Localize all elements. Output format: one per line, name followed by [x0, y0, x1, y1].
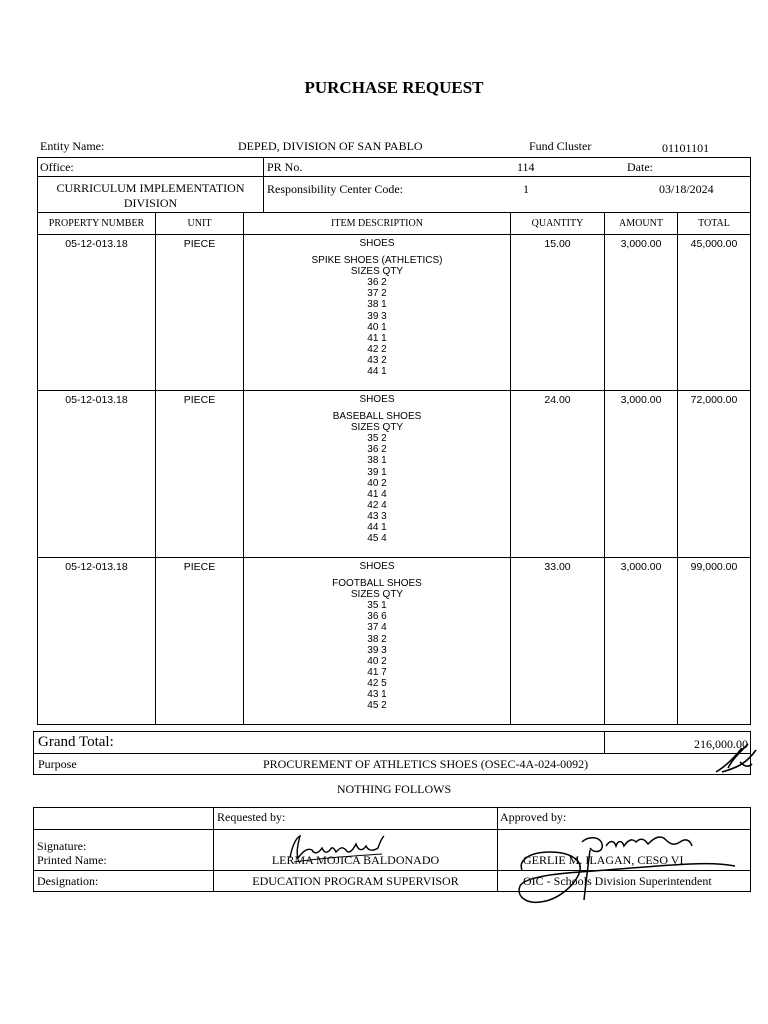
description: SHOES: [359, 394, 395, 405]
size-entry: 40 2: [367, 477, 387, 489]
size-entry: 35 2: [367, 433, 387, 445]
sig-left-border: [33, 807, 34, 892]
quantity: 33.00: [544, 561, 571, 573]
entity-name-value: DEPED, DIVISION OF SAN PABLO: [238, 139, 423, 153]
col-amount: AMOUNT: [619, 218, 663, 229]
entity-name-label: Entity Name:: [40, 139, 105, 153]
unit: PIECE: [183, 238, 216, 250]
size-entry: 41 1: [367, 332, 387, 344]
header-top-rule: [37, 157, 751, 158]
row-separator-2: [37, 557, 751, 558]
description-subtitle: FOOTBALL SHOES: [332, 578, 422, 590]
sizes-header: SIZES QTY: [350, 266, 404, 278]
size-entry: 38 1: [367, 299, 387, 311]
col-total: TOTAL: [698, 218, 730, 229]
size-entry: 38 2: [367, 633, 387, 645]
size-entry: 43 2: [367, 354, 387, 366]
office-value: CURRICULUM IMPLEMENTATION DIVISION: [56, 181, 245, 210]
size-entry: 41 4: [367, 488, 387, 500]
size-entry: 37 4: [367, 622, 387, 634]
table-right-border: [750, 157, 751, 725]
size-entry: 45 4: [367, 533, 387, 545]
purpose-bottom-rule: [33, 774, 751, 775]
amount: 3,000.00: [620, 238, 662, 250]
quantity: 24.00: [544, 394, 571, 406]
purpose-value: PROCUREMENT OF ATHLETICS SHOES (OSEC-4A-024-0092): [263, 757, 589, 771]
approver-signature-icon: [510, 830, 745, 910]
purpose-label: Purpose: [38, 757, 77, 771]
total: 45,000.00: [690, 238, 738, 250]
rcc-label: Responsibility Center Code:: [267, 182, 403, 196]
col-unit: UNIT: [187, 218, 212, 229]
total: 72,000.00: [690, 394, 738, 406]
header-divider: [263, 157, 264, 212]
size-entry: 43 3: [367, 510, 387, 522]
col-divider-3: [510, 212, 511, 725]
approved-designation: OIC - Schools Division Superintendent: [523, 874, 712, 888]
size-entry: 43 1: [367, 689, 387, 701]
sizes-header: SIZES QTY: [350, 422, 404, 434]
size-entry: 36 2: [367, 277, 387, 289]
requested-designation: EDUCATION PROGRAM SUPERVISOR: [252, 874, 459, 888]
header-mid-rule: [37, 176, 751, 177]
date-label: Date:: [627, 160, 653, 174]
col-divider-4: [604, 212, 605, 725]
size-entry: 39 3: [367, 644, 387, 656]
size-entry: 36 6: [367, 611, 387, 623]
requested-by-label: Requested by:: [217, 810, 286, 824]
grand-total-label: Grand Total:: [38, 734, 114, 750]
rcc-value: 1: [523, 182, 529, 196]
col-divider-1: [155, 212, 156, 725]
property-number: 05-12-013.18: [65, 561, 128, 573]
col-divider-5: [677, 212, 678, 725]
size-entry: 35 1: [367, 600, 387, 612]
grand-total-value: 216,000.00: [694, 737, 748, 751]
size-entry: 44 1: [367, 522, 387, 534]
size-entry: 38 1: [367, 455, 387, 467]
requester-signature-icon: [282, 828, 392, 868]
item-description: [244, 238, 510, 377]
size-entry: 39 3: [367, 310, 387, 322]
size-entry: 40 1: [367, 321, 387, 333]
description-subtitle: BASEBALL SHOES: [332, 411, 422, 423]
fund-cluster-value: 01101101: [662, 141, 710, 155]
column-header-bottom-rule: [37, 234, 751, 235]
size-entry: 37 2: [367, 288, 387, 300]
size-entry: 42 5: [367, 677, 387, 689]
sig-top-rule: [33, 807, 751, 808]
property-number: 05-12-013.18: [65, 238, 128, 250]
item-description: [244, 561, 510, 711]
size-entry: 39 1: [367, 466, 387, 478]
item-description: [244, 394, 510, 544]
initials-mark: [712, 738, 762, 778]
description: SHOES: [359, 561, 395, 572]
page-title: PURCHASE REQUEST: [304, 78, 484, 97]
col-item-description: ITEM DESCRIPTION: [331, 218, 423, 229]
property-number: 05-12-013.18: [65, 394, 128, 406]
size-entry: 42 4: [367, 499, 387, 511]
description: SHOES: [359, 238, 395, 249]
col-quantity: QUANTITY: [531, 218, 584, 229]
requested-printed-name: LERMA MOJICA BALDONADO: [271, 853, 440, 867]
unit: PIECE: [183, 394, 216, 406]
sig-divider-2: [497, 807, 498, 892]
unit: PIECE: [183, 561, 216, 573]
fund-cluster-label: Fund Cluster: [529, 139, 592, 153]
col-property-number: PROPERTY NUMBER: [48, 218, 145, 229]
date-value: 03/18/2024: [659, 182, 714, 196]
printed-name-label: Printed Name:: [37, 853, 107, 867]
sig-right-border: [750, 807, 751, 892]
office-label: Office:: [40, 160, 74, 174]
sizes-header: SIZES QTY: [350, 589, 404, 601]
signature-label: Signature:: [37, 839, 87, 853]
designation-label: Designation:: [37, 874, 99, 888]
table-bottom-rule: [37, 724, 751, 725]
pr-no-label: PR No.: [267, 160, 303, 174]
column-header-top-rule: [37, 212, 751, 213]
size-entry: 44 1: [367, 366, 387, 378]
nothing-follows: NOTHING FOLLOWS: [336, 782, 452, 796]
row-separator-1: [37, 390, 751, 391]
description-subtitle: SPIKE SHOES (ATHLETICS): [311, 255, 443, 267]
size-entry: 40 2: [367, 655, 387, 667]
approved-printed-name: GERLIE M. ILAGAN, CESO VI: [523, 853, 684, 867]
size-entry: 42 2: [367, 343, 387, 355]
approved-by-label: Approved by:: [500, 810, 567, 824]
size-entry: 45 2: [367, 700, 387, 712]
size-entry: 41 7: [367, 666, 387, 678]
amount: 3,000.00: [620, 561, 662, 573]
size-entry: 36 2: [367, 444, 387, 456]
grand-total-divider: [604, 731, 605, 753]
total: 99,000.00: [690, 561, 738, 573]
pr-no-value: 114: [517, 160, 535, 174]
grand-total-top-rule: [33, 731, 751, 732]
quantity: 15.00: [544, 238, 571, 250]
amount: 3,000.00: [620, 394, 662, 406]
grand-total-bottom-rule: [33, 753, 751, 754]
